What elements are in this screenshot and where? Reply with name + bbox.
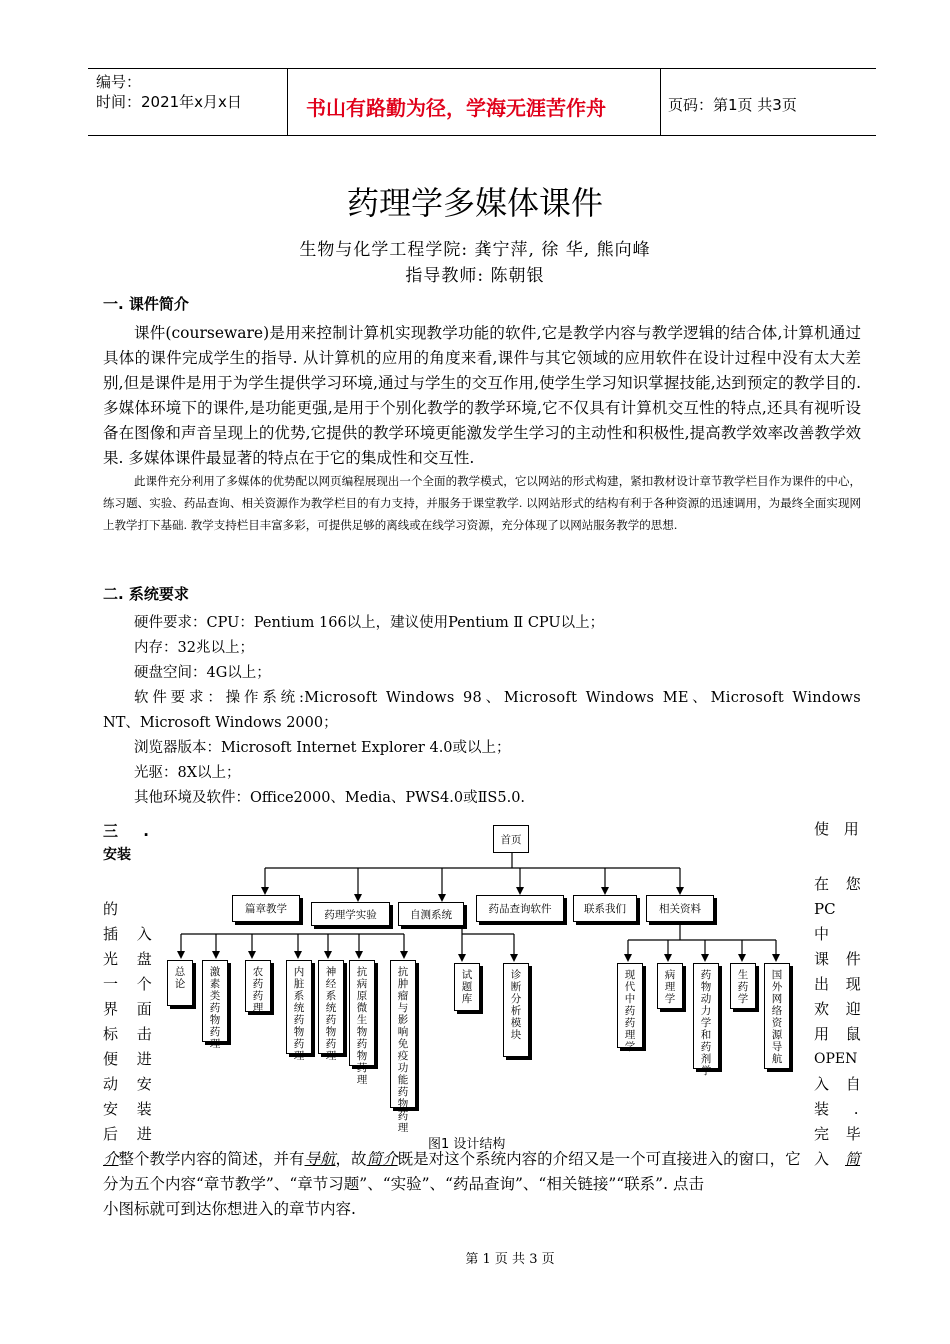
header-number: 编号： bbox=[96, 73, 142, 91]
header-divider bbox=[660, 68, 661, 136]
node-drug-search: 药品查询软件 bbox=[476, 895, 564, 922]
text: 既是对这个系统内容的介绍又是一个可直接进入的窗口，它 bbox=[397, 1150, 801, 1168]
advisor: 指导教师: 陈朝银 bbox=[405, 266, 545, 286]
side-column-left bbox=[103, 897, 153, 1147]
node-pharmacognosy bbox=[730, 963, 756, 1009]
node-label: 农药药理 bbox=[252, 966, 264, 1014]
intro-small-paragraph: 此课件充分利用了多媒体的优势配以网页编程展现出一个全面的教学模式，它以网站的形式构建，紧扣教材设计章节教学栏目作为课件的中心，练习题、实验、药品查询、相关资源作为教学栏目的有力支持，并服务于课堂教学. 以网站形式的结构有利于各种资源的迅速调用，为最终全面实现网上教学打下基础. 教学支持栏目丰富多彩，可提供足够的离线或在线学习资源，充分体现了以网站服务教学的思想. bbox=[103, 474, 861, 532]
text-line: 分为五个内容“章节教学”、“章节习题”、“实验”、“药品查询”、“相关链接”“联系”. 点击 bbox=[103, 1175, 704, 1193]
header-time: 时间：2021年x月x日 bbox=[96, 93, 242, 111]
node-antitumor bbox=[390, 960, 416, 1134]
document-title: 药理学多媒体课件 bbox=[346, 184, 603, 222]
node-label: 内脏系统药物药理 bbox=[293, 966, 305, 1062]
diagram-caption: 图1 设计结构 bbox=[428, 1137, 506, 1152]
header-bottom-rule bbox=[88, 135, 876, 136]
side-line: 欢 迎 bbox=[814, 1000, 861, 1018]
install-paragraph bbox=[103, 1147, 863, 1222]
req-browser: 浏览器版本：Microsoft Internet Explorer 4.0或以上； bbox=[134, 740, 511, 756]
side-line: 出 现 bbox=[814, 975, 861, 993]
side-line: 安 装 bbox=[103, 1100, 152, 1118]
node-pathology bbox=[657, 963, 683, 1009]
side-line: 便 进 bbox=[103, 1050, 152, 1068]
req-software-cont: NT、Microsoft Windows 2000； bbox=[103, 715, 338, 731]
node-visceral bbox=[286, 960, 312, 1062]
req-software: 软件要求：操作系统:Microsoft Windows 98、Microsoft Windows ME、Microsoft Windows bbox=[134, 690, 861, 706]
req-memory: 内存：32兆以上； bbox=[134, 640, 254, 656]
text-line: 小图标就可到达你想进入的章节内容. bbox=[103, 1200, 356, 1218]
side-line: 标 击 bbox=[103, 1025, 152, 1043]
node-diagnosis bbox=[503, 963, 529, 1057]
side-line: 在 您 bbox=[814, 875, 861, 893]
req-hardware: 硬件要求：CPU：Pentium 166以上，建议使用Pentium Ⅱ CPU以上； bbox=[134, 615, 605, 631]
header-top-rule bbox=[88, 68, 876, 69]
side-line: 动 安 bbox=[103, 1075, 152, 1093]
link-intro[interactable]: 介 bbox=[103, 1150, 119, 1168]
header-motto: 书山有路勤为径，学海无涯苦作舟 bbox=[306, 96, 606, 120]
node-self-test: 自测系统 bbox=[398, 902, 464, 926]
node-general bbox=[167, 960, 193, 1006]
link-intro[interactable]: 简介 bbox=[366, 1150, 398, 1168]
node-label: 生药学 bbox=[737, 969, 749, 1005]
node-foreign-resources bbox=[764, 963, 790, 1069]
link-navigation[interactable]: 导航 bbox=[304, 1150, 336, 1168]
structure-diagram bbox=[160, 820, 808, 1155]
side-line: 一 个 bbox=[103, 975, 152, 993]
side-line: 界 面 bbox=[103, 1000, 152, 1018]
node-label: 国外网络资源导航 bbox=[771, 969, 783, 1065]
intro-paragraph: 课件(courseware)是用来控制计算机实现教学功能的软件,它是教学内容与教学逻辑的结合体,计算机通过具体的课件完成学生的指导. 从计算机的应用的角度来看,课件与其它领域的应用软件在设计过程中没有太大差别,但是课件是用于为学生提供学习环境,通过与学生的交互作用,使学生学习知识掌握技能,达到预定的教学目的. 多媒体环境下的课件,是功能更强,是用于个别化教学的教学环境,它不仅具有计算机交互性的特点,还具有视听设备在图像和声音呈现上的优势,它提供的教学环境更能激发学生学习的主动性和积极性,提高教学效率改善教学效果. 多媒体课件最显著的特点在于它的集成性和交互性. bbox=[103, 324, 861, 467]
side-line: 插 入 bbox=[103, 925, 152, 943]
side-line: PC 中 bbox=[814, 900, 836, 943]
section-heading: 一. 课件简介 bbox=[103, 295, 189, 313]
node-pharmacokinetics bbox=[693, 963, 719, 1077]
req-disk: 硬盘空间：4G以上； bbox=[134, 665, 271, 681]
node-modern-tcm bbox=[617, 963, 643, 1053]
node-label: 药物动力学和药剂学 bbox=[700, 969, 712, 1077]
req-other: 其他环境及软件：Office2000、Media、PWS4.0或ⅡS5.0. bbox=[134, 790, 526, 806]
side-line: OPEN bbox=[814, 1051, 858, 1067]
node-home: 首页 bbox=[493, 825, 529, 853]
node-label: 总论 bbox=[174, 966, 186, 990]
node-label: 病理学 bbox=[664, 969, 676, 1005]
section-heading: 二. 系统要求 bbox=[103, 585, 189, 603]
node-chapter-teaching: 篇章教学 bbox=[232, 895, 300, 922]
section-heading-cont: 安装 bbox=[103, 847, 131, 863]
node-label: 抗肿瘤与影响免疫功能药物药理 bbox=[397, 966, 409, 1134]
side-text: 入 bbox=[814, 1150, 830, 1168]
side-line: 光 盘 bbox=[103, 950, 152, 968]
node-label: 现代中药药理学 bbox=[624, 969, 636, 1053]
node-label: 试题库 bbox=[461, 969, 473, 1005]
node-pharmacology-lab: 药理学实验 bbox=[311, 902, 390, 926]
link-intro[interactable]: 简 bbox=[845, 1150, 861, 1168]
node-antimicrobial bbox=[349, 960, 375, 1086]
side-line: 入 自 bbox=[814, 1075, 861, 1093]
side-line: 课 件 bbox=[814, 950, 861, 968]
node-nervous bbox=[318, 960, 344, 1062]
node-related-resources: 相关资料 bbox=[646, 895, 714, 922]
header-page: 页码：第1页 共3页 bbox=[668, 96, 797, 114]
side-line: 后 进 bbox=[103, 1125, 152, 1143]
text: 整个教学内容的简述，并有 bbox=[118, 1150, 305, 1168]
node-hormone bbox=[202, 960, 228, 1050]
side-line: 完 毕 bbox=[814, 1125, 861, 1143]
node-pesticide bbox=[245, 960, 271, 1012]
node-question-bank bbox=[454, 963, 480, 1011]
node-label: 激素类药物药理 bbox=[209, 966, 221, 1050]
node-contact-us: 联系我们 bbox=[573, 895, 637, 922]
node-label: 抗病原微生物药物药理 bbox=[356, 966, 368, 1086]
req-cdrom: 光驱：8X以上； bbox=[134, 765, 241, 781]
authors: 生物与化学工程学院: 龚宁萍, 徐 华, 熊向峰 bbox=[299, 240, 651, 260]
section-heading: 三 . bbox=[103, 822, 149, 840]
side-line: 用 鼠 bbox=[814, 1025, 861, 1043]
node-label: 神经系统药物药理 bbox=[325, 966, 337, 1062]
page-footer: 第 1 页 共 3 页 bbox=[465, 1252, 555, 1267]
node-label: 诊断分析模块 bbox=[510, 969, 522, 1041]
side-line: 装 . bbox=[814, 1100, 859, 1118]
text: ，故 bbox=[335, 1150, 367, 1168]
side-column-right bbox=[814, 872, 864, 1172]
side-line: 的 bbox=[103, 900, 119, 918]
side-text-right: 使 用 bbox=[814, 820, 859, 838]
header-divider bbox=[287, 68, 288, 136]
